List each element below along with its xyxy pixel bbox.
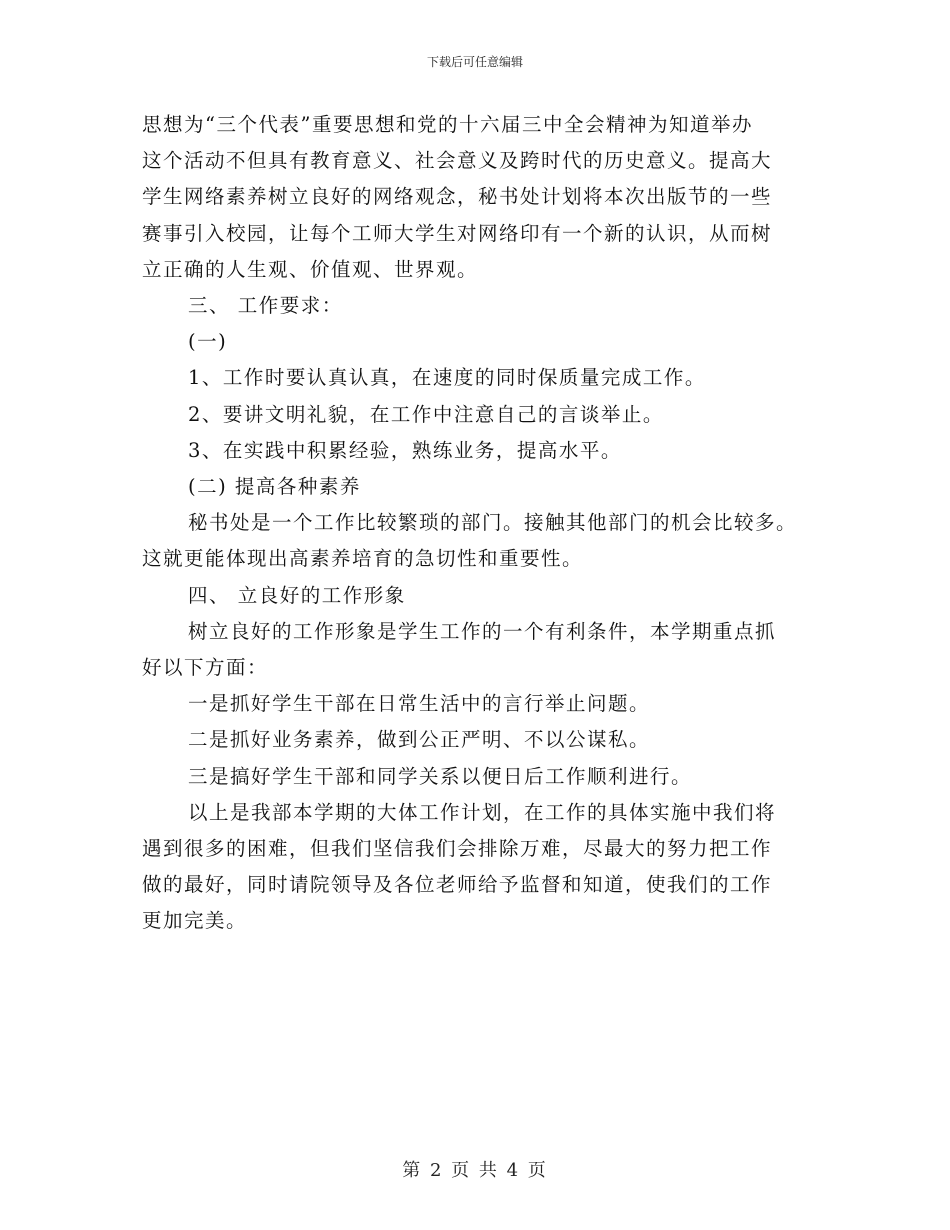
list-item: 1、工作时要认真认真，在速度的同时保质量完成工作。 xyxy=(188,366,706,390)
body-line: 好以下方面： xyxy=(142,656,269,680)
list-item: 3、在实践中积累经验，熟练业务，提高水平。 xyxy=(188,438,622,462)
list-item: 2、要讲文明礼貌，在工作中注意自己的言谈举止。 xyxy=(188,402,664,426)
list-item: 二是抓好业务素养，做到公正严明、不以公谋私。 xyxy=(188,728,651,752)
body-line: 这个活动不但具有教育意义、社会意义及跨时代的历史意义。提高大 xyxy=(142,149,773,173)
body-line: 以上是我部本学期的大体工作计划，在工作的具体实施中我们将 xyxy=(188,800,777,824)
page-header: 下载后可任意编辑 xyxy=(426,55,523,69)
list-item: 一是抓好学生干部在日常生活中的言行举止问题。 xyxy=(188,692,651,716)
body-line: 秘书处是一个工作比较繁琐的部门。接触其他部门的机会比较多。 xyxy=(188,511,798,535)
body-line: 立正确的人生观、价值观、世界观。 xyxy=(142,257,479,281)
body-line: 赛事引入校园，让每个工师大学生对网络印有一个新的认识，从而树 xyxy=(142,221,773,245)
body-line: 更加完美。 xyxy=(142,909,248,933)
section-heading: 三、 工作要求： xyxy=(188,294,343,318)
subsection-heading: (一) xyxy=(188,330,228,354)
section-heading: 四、 立良好的工作形象 xyxy=(188,583,406,607)
document-body xyxy=(142,107,822,940)
page-number-footer: 第 2 页 共 4 页 xyxy=(402,1160,548,1181)
list-item: 三是搞好学生干部和同学关系以便日后工作顺利进行。 xyxy=(188,764,693,788)
body-line: 做的最好，同时请院领导及各位老师给予监督和知道，使我们的工作 xyxy=(142,873,773,897)
body-line: 树立良好的工作形象是学生工作的一个有利条件，本学期重点抓 xyxy=(188,619,777,643)
subsection-heading: (二) 提高各种素养 xyxy=(188,475,361,499)
body-line: 这就更能体现出高素养培育的急切性和重要性。 xyxy=(142,547,584,571)
body-line: 遇到很多的困难，但我们坚信我们会排除万难，尽最大的努力把工作 xyxy=(142,837,773,861)
body-line: 思想为“三个代表”重要思想和党的十六届三中全会精神为知道举办 xyxy=(142,113,753,136)
body-line: 学生网络素养树立良好的网络观念，秘书处计划将本次出版节的一些 xyxy=(142,185,773,209)
